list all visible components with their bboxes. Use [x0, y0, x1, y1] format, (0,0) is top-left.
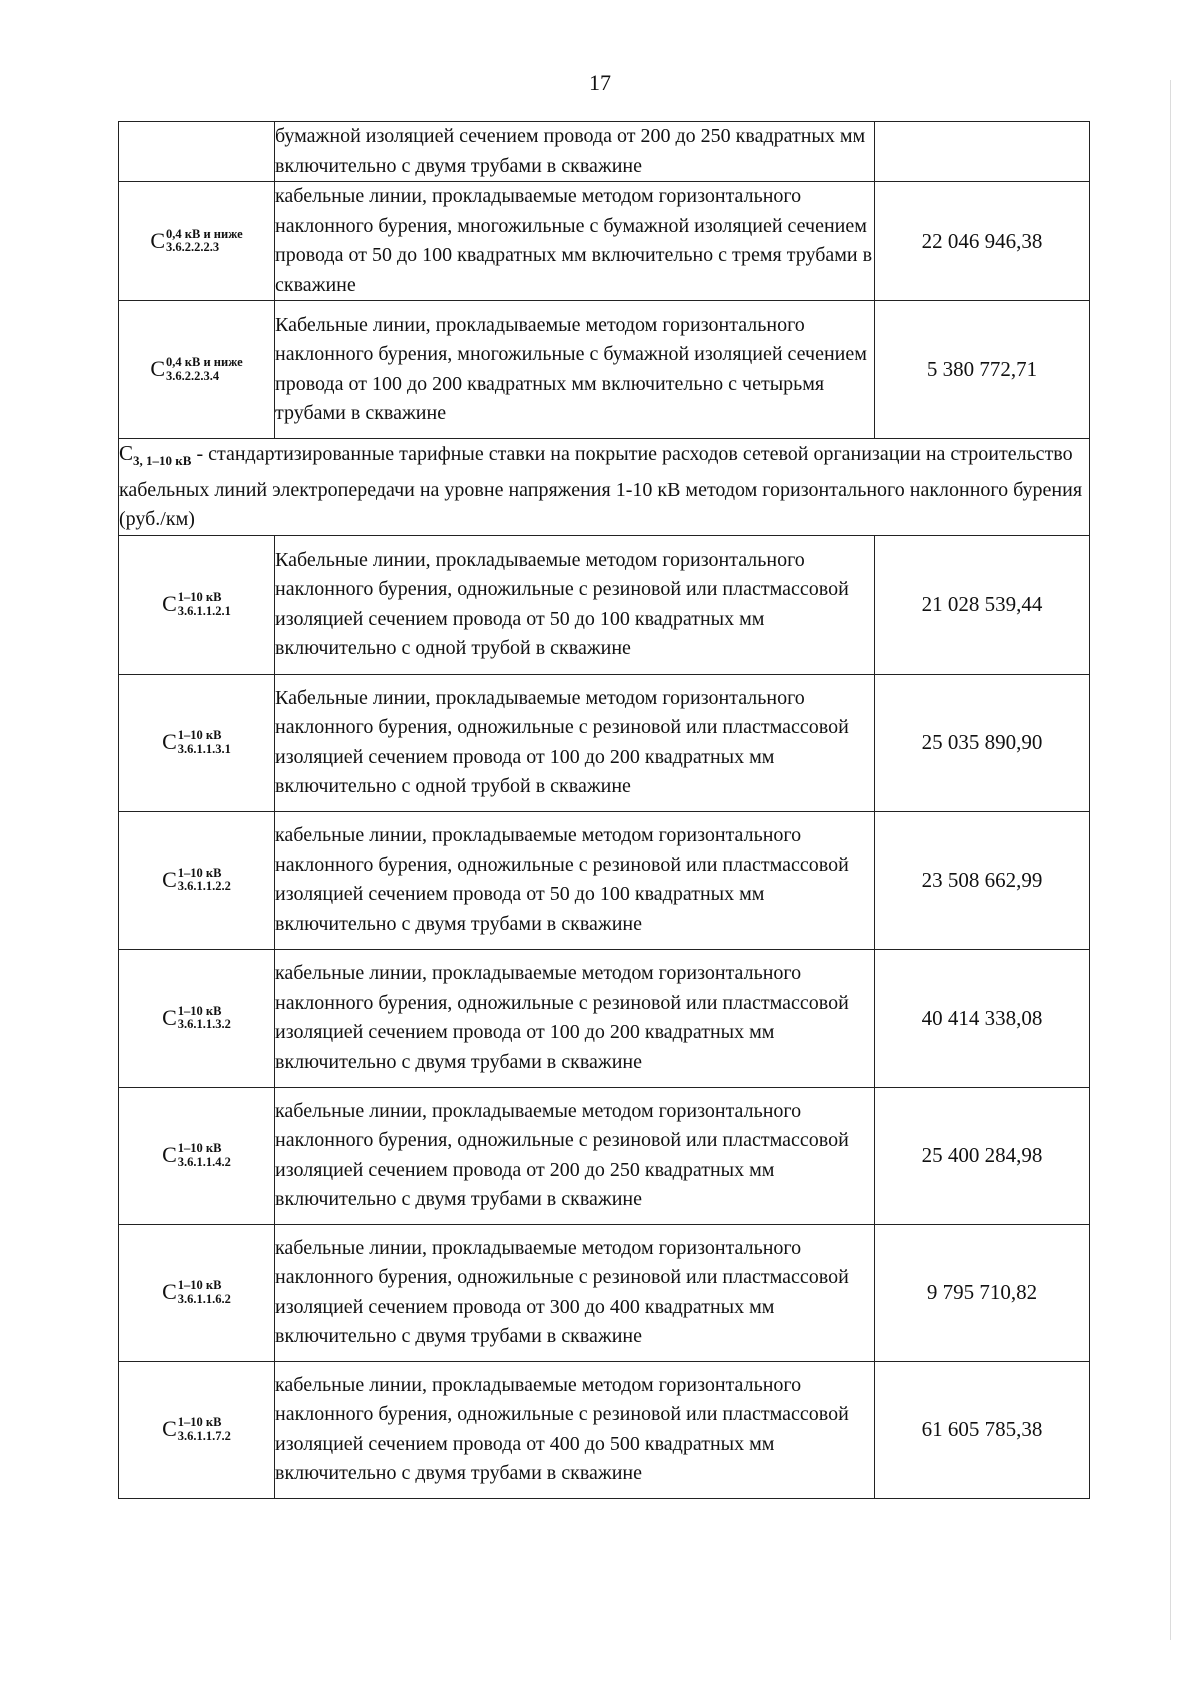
section-symbol: C [119, 441, 134, 465]
section-header-row [119, 439, 1090, 536]
rate-code-subscript: 3.6.1.1.4.2 [177, 1154, 231, 1169]
rate-description: Кабельные линии, прокладываемые методом горизонтального наклонного бурения, многожильные с бумажной изоляцией сечением провода от 100 до 200 квадратных мм включительно с четырьмя трубами в скважине [275, 301, 875, 439]
rate-code-symbol: C [162, 1005, 177, 1030]
rate-code-subscript: 3.6.1.1.2.1 [177, 603, 231, 618]
rate-value: 21 028 539,44 [875, 535, 1090, 674]
rate-code [162, 1416, 231, 1442]
rate-code [162, 1005, 231, 1031]
table-row [119, 182, 1090, 301]
rate-code-symbol: C [162, 591, 177, 617]
rate-code [162, 1279, 231, 1305]
rate-code-symbol: C [162, 1142, 177, 1168]
table-row [119, 949, 1090, 1087]
rate-code-superscript: 1–10 кВ [177, 1003, 222, 1018]
table-row [119, 301, 1090, 439]
rate-code [162, 867, 231, 893]
section-symbol-subscript: 3, 1–10 кВ [133, 453, 192, 468]
rate-code [150, 356, 242, 382]
rate-description: кабельные линии, прокладываемые методом горизонтального наклонного бурения, многожильные с бумажной изоляцией сечением провода от 50 до 100 квадратных мм включительно с тремя трубами в скважине [275, 182, 875, 301]
rate-code-superscript: 1–10 кВ [177, 728, 222, 743]
rate-code-subscript: 3.6.2.2.3.4 [166, 368, 220, 383]
table-row [119, 535, 1090, 674]
rate-code-symbol: C [162, 1279, 177, 1305]
rate-code-symbol: C [162, 867, 177, 892]
rate-description: кабельные линии, прокладываемые методом горизонтального наклонного бурения, одножильные с резиновой или пластмассовой изоляцией сечением провода от 50 до 100 квадратных мм включительно с двумя трубами в скважине [275, 811, 875, 949]
table-row [119, 1224, 1090, 1361]
tariff-rates-table [118, 121, 1090, 1499]
rate-description: Кабельные линии, прокладываемые методом горизонтального наклонного бурения, одножильные с резиновой или пластмассовой изоляцией сечением провода от 100 до 200 квадратных мм включительно с одной трубой в скважине [275, 674, 875, 811]
rate-value: 40 414 338,08 [875, 949, 1090, 1087]
section-description: - стандартизированные тарифные ставки на покрытие расходов сетевой организации на строительство кабельных линий электропередачи на уровне напряжения 1-10 кВ методом горизонтального наклонного бурения (руб./км) [119, 443, 1083, 530]
rate-description: кабельные линии, прокладываемые методом горизонтального наклонного бурения, одножильные с резиновой или пластмассовой изоляцией сечением провода от 300 до 400 квадратных мм включительно с двумя трубами в скважине [275, 1224, 875, 1361]
table-row [119, 122, 1090, 182]
scan-edge-line [1170, 80, 1171, 1640]
section-header [119, 439, 1090, 536]
rate-code-symbol: C [162, 1416, 177, 1442]
rate-description: кабельные линии, прокладываемые методом горизонтального наклонного бурения, одножильные с резиновой или пластмассовой изоляцией сечением провода от 400 до 500 квадратных мм включительно с двумя трубами в скважине [275, 1361, 875, 1498]
page-number: 17 [589, 70, 611, 95]
rate-value: 23 508 662,99 [875, 811, 1090, 949]
rate-code-subscript: 3.6.1.1.2.2 [177, 879, 231, 893]
rate-code-cell [119, 182, 275, 301]
rate-description: кабельные линии, прокладываемые методом горизонтального наклонного бурения, одножильные с резиновой или пластмассовой изоляцией сечением провода от 100 до 200 квадратных мм включительно с двумя трубами в скважине [275, 949, 875, 1087]
rate-code-symbol: C [162, 729, 177, 755]
rate-code-cell [119, 1224, 275, 1361]
rate-code-superscript: 1–10 кВ [177, 590, 222, 605]
rate-value: 22 046 946,38 [875, 182, 1090, 301]
rate-code-superscript: 1–10 кВ [177, 1415, 222, 1430]
rate-value: 61 605 785,38 [875, 1361, 1090, 1498]
rate-code-cell [119, 1087, 275, 1224]
rate-code-subscript: 3.6.1.1.7.2 [177, 1428, 231, 1443]
rate-code-subscript: 3.6.2.2.2.3 [166, 240, 220, 254]
rate-value: 25 400 284,98 [875, 1087, 1090, 1224]
rate-value: 9 795 710,82 [875, 1224, 1090, 1361]
rate-description: Кабельные линии, прокладываемые методом горизонтального наклонного бурения, одножильные с резиновой или пластмассовой изоляцией сечением провода от 50 до 100 квадратных мм включительно с одной трубой в скважине [275, 535, 875, 674]
rate-code-cell [119, 535, 275, 674]
rate-code-cell [119, 122, 275, 182]
rate-code-cell [119, 811, 275, 949]
rate-code [162, 591, 231, 617]
rate-code-subscript: 3.6.1.1.3.2 [177, 1017, 231, 1031]
rate-code-cell [119, 949, 275, 1087]
rate-code-cell [119, 301, 275, 439]
rate-code-superscript: 0,4 кВ и ниже [166, 355, 243, 370]
rate-code-symbol: C [150, 356, 166, 382]
rate-code [162, 1142, 231, 1168]
rate-code-superscript: 0,4 кВ и ниже [166, 226, 243, 241]
rate-code-superscript: 1–10 кВ [177, 1278, 222, 1293]
rate-code [162, 729, 231, 755]
rate-code-cell [119, 674, 275, 811]
rate-code-symbol: C [150, 228, 166, 253]
rate-description: кабельные линии, прокладываемые методом горизонтального наклонного бурения, одножильные с резиновой или пластмассовой изоляцией сечением провода от 200 до 250 квадратных мм включительно с двумя трубами в скважине [275, 1087, 875, 1224]
rate-value: 5 380 772,71 [875, 301, 1090, 439]
rate-code-subscript: 3.6.1.1.3.1 [177, 741, 231, 756]
rate-description: бумажной изоляцией сечением провода от 200 до 250 квадратных мм включительно с двумя трубами в скважине [275, 122, 875, 182]
table-row [119, 1361, 1090, 1498]
table-row [119, 811, 1090, 949]
rate-code-subscript: 3.6.1.1.6.2 [177, 1291, 231, 1306]
rate-code [150, 228, 242, 254]
rate-code-superscript: 1–10 кВ [177, 1141, 222, 1156]
rate-value [875, 122, 1090, 182]
table-row [119, 674, 1090, 811]
rate-value: 25 035 890,90 [875, 674, 1090, 811]
rate-code-superscript: 1–10 кВ [177, 865, 222, 880]
rate-code-cell [119, 1361, 275, 1498]
table-row [119, 1087, 1090, 1224]
